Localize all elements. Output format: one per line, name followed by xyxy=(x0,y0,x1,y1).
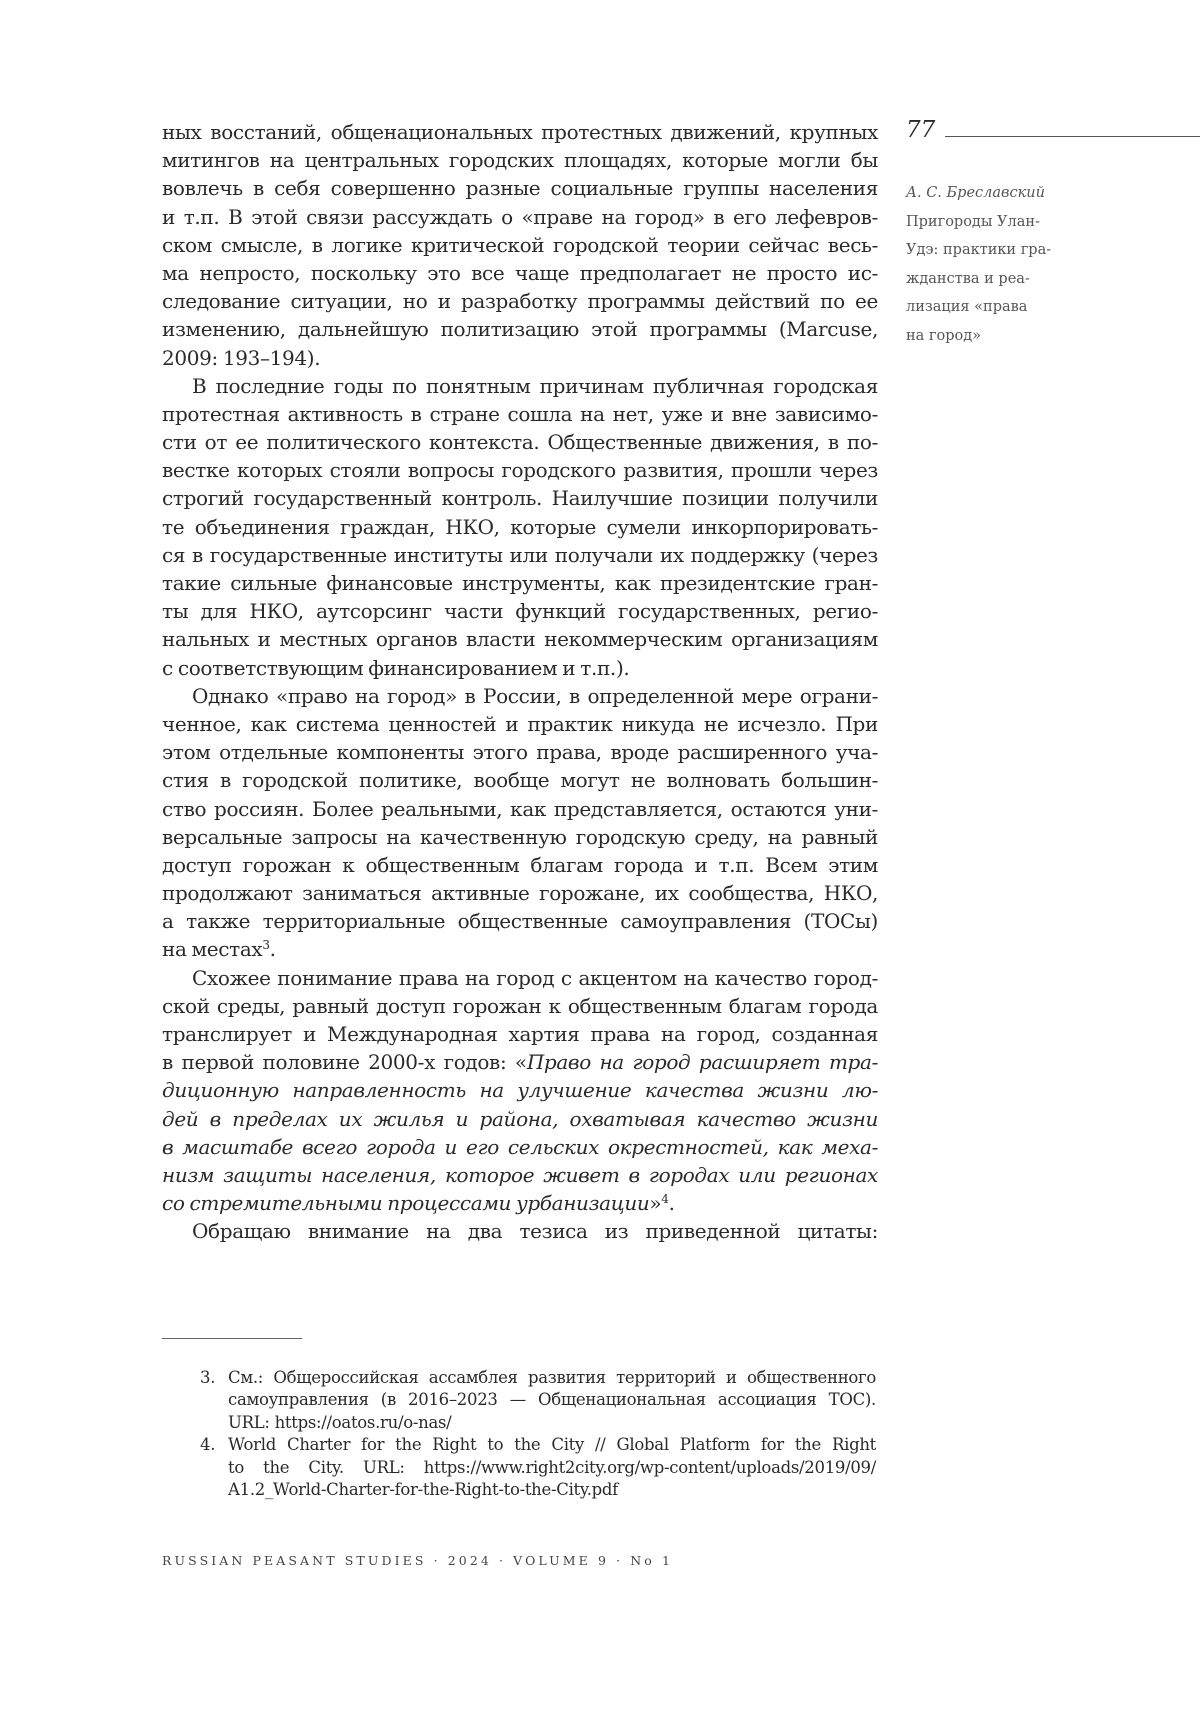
footnote-url[interactable]: A1.2_World-Charter-for-the-Right-to-the-City.pdf xyxy=(228,1479,618,1499)
text-line xyxy=(162,935,878,963)
footnote-number: 4. xyxy=(200,1435,216,1455)
paragraph-4 xyxy=(162,964,878,1218)
text-line: ском смысле, в логике критической городской теории сейчас весь- xyxy=(162,232,878,257)
punctuation: . xyxy=(668,1191,675,1216)
text-line: транслирует и Международная хартия права на город, созданная xyxy=(162,1022,878,1046)
punctuation: . xyxy=(269,937,276,962)
text-line: доступ горожан к общественным благам города и т.п. Всем этим xyxy=(162,852,878,877)
quote-text: со стремительными процессами урбанизации xyxy=(162,1191,650,1216)
text-line: Обращаю внимание на два тезиса из приведенной цитаты: xyxy=(192,1219,878,1244)
text-line: сти от ее политического контекста. Общественные движения, в по- xyxy=(162,430,878,455)
quote-line: дей в пределах их жилья и района, охватывая качество жизни xyxy=(162,1106,878,1131)
footnote-line: самоуправления (в 2016–2023 — Общенациональная ассоциация ТОС). xyxy=(228,1390,876,1410)
footnote-url[interactable]: URL: https://oatos.ru/o-nas/ xyxy=(228,1412,452,1432)
running-footer: RUSSIAN PEASANT STUDIES · 2024 · VOLUME 9 · No 1 xyxy=(162,1553,674,1568)
text-line: версальные запросы на качественную городскую среду, на равный xyxy=(162,824,878,849)
text-fragment: на местах xyxy=(162,937,263,962)
paragraph-3 xyxy=(162,682,878,964)
footnote-url[interactable]: to the City. URL: https://www.right2city.org/wp-content/uploads/2019/09/ xyxy=(228,1457,876,1477)
text-line: а также территориальные общественные самоуправления (ТОСы) xyxy=(162,909,878,934)
text-line: такие сильные финансовые инструменты, как президентские гран- xyxy=(162,571,878,595)
article-title-line: лизация «права xyxy=(906,299,1028,316)
text-line: ченное, как система ценностей и практик никуда не исчезло. При xyxy=(162,711,878,736)
quote-close: » xyxy=(649,1191,662,1216)
text-line: стия в городской политике, вообще могут не волновать большин- xyxy=(162,768,878,793)
main-text-column xyxy=(162,118,878,1246)
paragraph-1 xyxy=(162,118,878,372)
text-line xyxy=(162,1048,878,1076)
text-line: изменению, дальнейшую политизацию этой программы (Marcuse, xyxy=(162,317,878,342)
footnote-number: 3. xyxy=(200,1368,216,1387)
text-line: ство россиян. Более реальными, как представляется, остаются уни- xyxy=(162,796,878,821)
text-line: 2009: 193–194). xyxy=(162,345,321,370)
footnote-3 xyxy=(200,1367,876,1434)
footnote-separator xyxy=(162,1338,302,1339)
paragraph-2 xyxy=(162,372,878,682)
text-line xyxy=(162,1189,878,1217)
text-line: ных восстаний, общенациональных протестных движений, крупных xyxy=(162,120,878,144)
article-title-line: жданства и реа- xyxy=(906,270,1030,287)
footnote-line xyxy=(200,1367,876,1389)
footnote-4 xyxy=(200,1434,876,1501)
quote-line: низм защиты населения, которое живет в городах или регионах xyxy=(162,1162,878,1187)
text-line: те объединения граждан, НКО, которые сумели инкорпорировать- xyxy=(162,514,878,539)
text-line: ся в государственные институты или получали их поддержку (через xyxy=(162,542,878,567)
text-line: этом отдельные компоненты этого права, вроде расширенного уча- xyxy=(162,740,878,765)
text-line: протестная активность в стране сошла на нет, уже и вне зависимо- xyxy=(162,401,878,426)
footnote-ref-4[interactable]: 4 xyxy=(661,1192,669,1207)
text-line: ты для НКО, аутсорсинг части функций государственных, регио- xyxy=(162,599,878,624)
footnote-text: World Charter for the Right to the City // Global Platform for the Right xyxy=(228,1435,876,1455)
text-line: строгий государственный контроль. Наилучшие позиции получили xyxy=(162,486,878,511)
article-title-line: Пригороды Улан- xyxy=(906,214,1040,230)
text-line: ма непросто, поскольку это все чаще предполагает не просто ис- xyxy=(162,260,878,285)
article-author: А. С. Бреславский xyxy=(906,185,1045,201)
text-line: с соответствующим финансированием и т.п.). xyxy=(162,655,630,680)
margin-article-note xyxy=(906,178,1096,350)
article-title-line: на город» xyxy=(906,327,982,344)
quote-line: диционную направленность на улучшение качества жизни лю- xyxy=(162,1078,878,1103)
page-number-rule xyxy=(945,136,1200,137)
text-line: и т.п. В этой связи рассуждать о «праве на город» в его лефевров- xyxy=(162,204,878,229)
quote-line: в масштабе всего города и его сельских окрестностей, как меха- xyxy=(162,1134,878,1159)
page-number: 77 xyxy=(906,117,936,143)
text-line: В последние годы по понятным причинам публичная городская xyxy=(192,373,878,398)
text-line: продолжают заниматься активные горожане, их сообщества, НКО, xyxy=(162,881,878,906)
footnotes xyxy=(200,1367,876,1501)
text-line: митингов на центральных городских площадях, которые могли бы xyxy=(162,148,878,173)
article-title-line: Удэ: практики гра- xyxy=(906,242,1052,259)
text-line: вестке которых стояли вопросы городского развития, прошли через xyxy=(162,458,878,483)
footnote-ref-3[interactable]: 3 xyxy=(262,938,270,953)
footnote-line xyxy=(200,1434,876,1456)
quote-text: Право на город расширяет тра- xyxy=(526,1050,878,1075)
paragraph-5 xyxy=(162,1217,878,1245)
text-line: ской среды, равный доступ горожан к общественным благам города xyxy=(162,993,878,1018)
text-line: следование ситуации, но и разработку программы действий по ее xyxy=(162,289,878,314)
text-fragment: в первой половине 2000-х годов: « xyxy=(162,1050,527,1075)
text-line: вовлечь в себя совершенно разные социальные группы населения xyxy=(162,176,878,201)
text-line: Однако «право на город» в России, в определенной мере ограни- xyxy=(192,683,878,708)
text-line: нальных и местных органов власти некоммерческим организациям xyxy=(162,627,878,652)
footnote-text: См.: Общероссийская ассамблея развития территорий и общественного xyxy=(228,1368,876,1387)
text-line: Схожее понимание права на город с акцентом на качество город- xyxy=(192,965,878,990)
